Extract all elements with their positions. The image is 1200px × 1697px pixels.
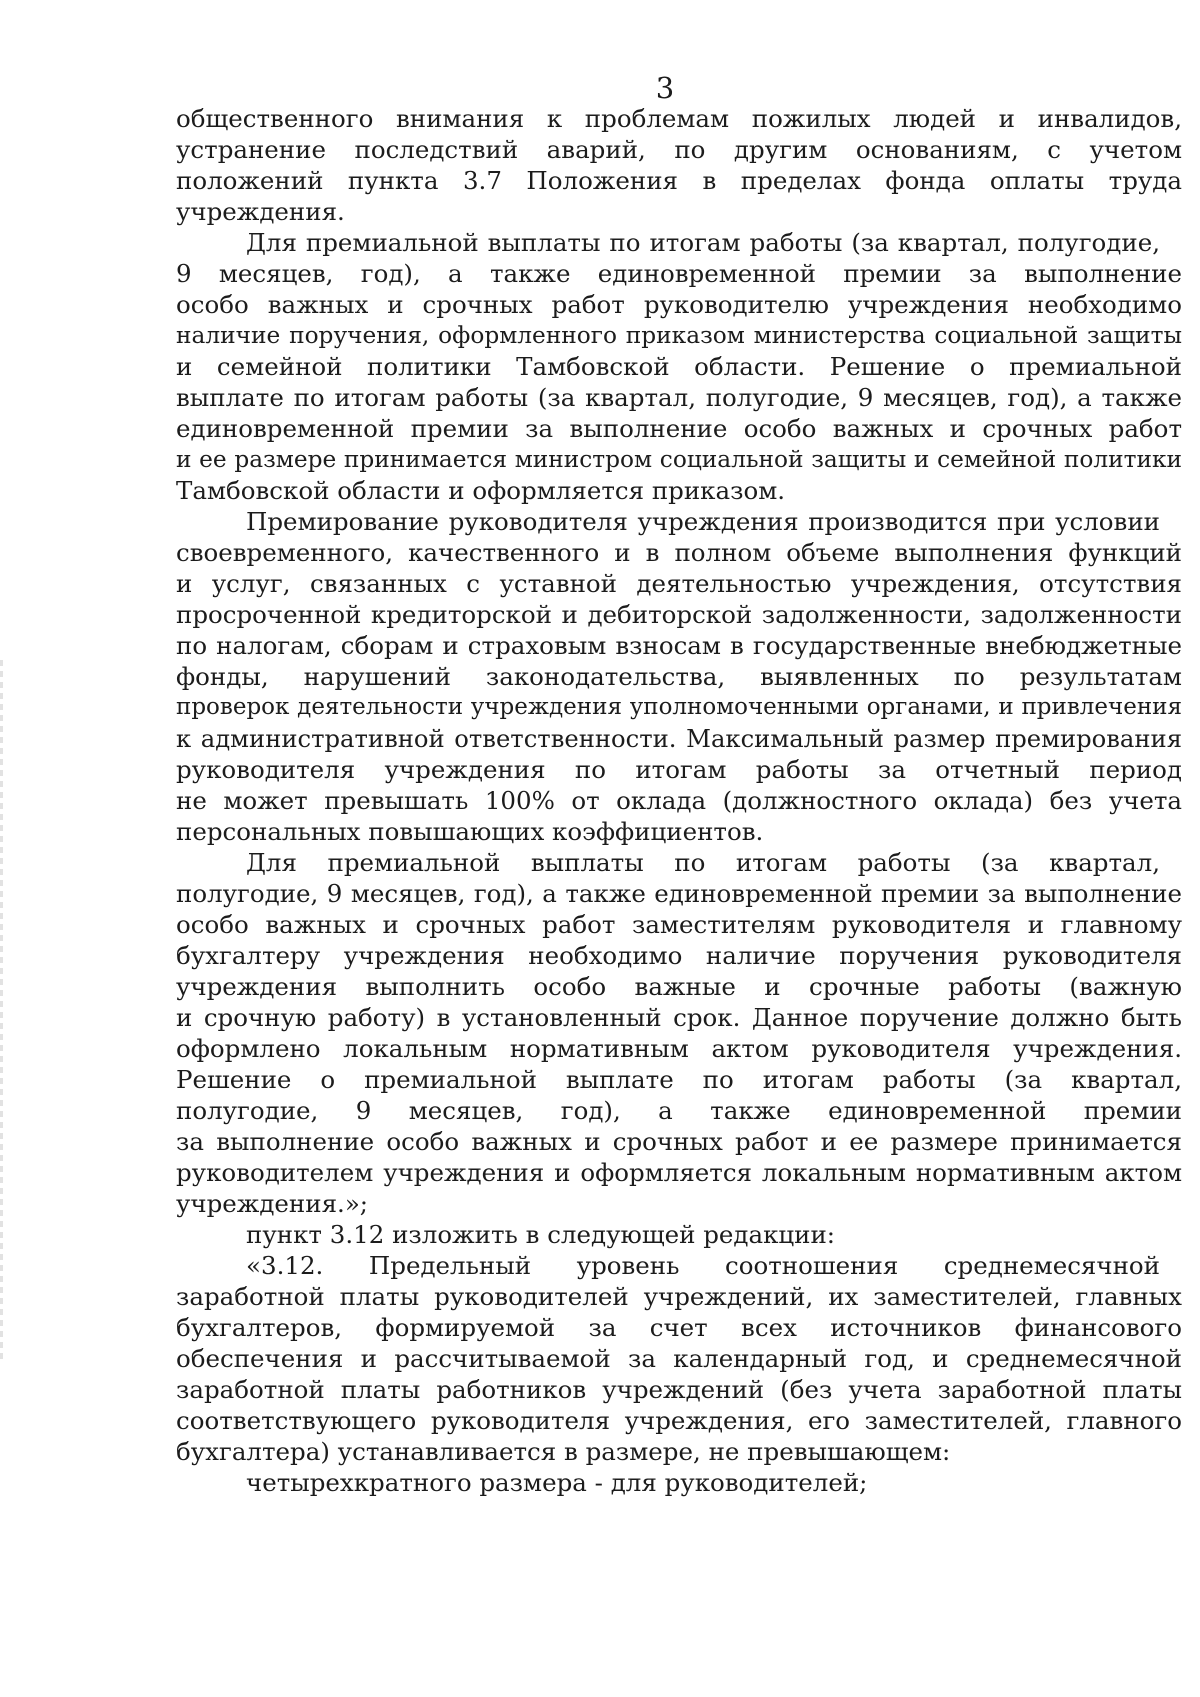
- text-line: особо важных и срочных работ руководителю учреждения необходимо: [176, 290, 1182, 319]
- text-line: обеспечения и рассчитываемой за календарный год, и среднемесячной: [176, 1344, 1182, 1373]
- text-line: руководителя учреждения по итогам работы за отчетный период: [176, 755, 1182, 784]
- text-line: Решение о премиальной выплате по итогам работы (за квартал,: [176, 1065, 1182, 1094]
- text-line: учреждения.: [176, 197, 345, 226]
- text-line: по налогам, сборам и страховым взносам в государственные внебюджетные: [176, 631, 1182, 660]
- text-line: 9 месяцев, год), а также единовременной премии за выполнение: [176, 259, 1182, 288]
- text-line: Для премиальной выплаты по итогам работы (за квартал,: [246, 848, 1160, 877]
- text-line: наличие поручения, оформленного приказом министерства социальной защиты: [176, 322, 1182, 349]
- text-line: и срочную работу) в установленный срок. Данное поручение должно быть: [176, 1003, 1182, 1032]
- text-line: общественного внимания к проблемам пожилых людей и инвалидов,: [176, 104, 1182, 133]
- text-line: положений пункта 3.7 Положения в пределах фонда оплаты труда: [176, 166, 1182, 195]
- text-line: бухгалтеру учреждения необходимо наличие поручения руководителя: [176, 941, 1182, 970]
- text-line: четырехкратного размера - для руководителей;: [246, 1468, 868, 1497]
- text-line: к административной ответственности. Максимальный размер премирования: [176, 724, 1182, 753]
- text-line: заработной платы руководителей учреждений, их заместителей, главных: [176, 1282, 1182, 1311]
- text-line: единовременной премии за выполнение особо важных и срочных работ: [176, 414, 1182, 443]
- scan-edge-artifact: [0, 660, 3, 1360]
- text-line: бухгалтеров, формируемой за счет всех источников финансового: [176, 1313, 1182, 1342]
- text-line: особо важных и срочных работ заместителям руководителя и главному: [176, 910, 1182, 939]
- text-line: заработной платы работников учреждений (без учета заработной платы: [176, 1375, 1182, 1404]
- text-line: полугодие, 9 месяцев, год), а также единовременной премии: [176, 1096, 1182, 1125]
- text-line: своевременного, качественного и в полном объеме выполнения функций: [176, 538, 1182, 567]
- text-line: руководителем учреждения и оформляется локальным нормативным актом: [176, 1158, 1182, 1187]
- page-number: 3: [655, 71, 675, 105]
- text-line: учреждения выполнить особо важные и срочные работы (важную: [176, 972, 1182, 1001]
- text-line: оформлено локальным нормативным актом руководителя учреждения.: [176, 1034, 1182, 1063]
- text-line: Премирование руководителя учреждения производится при условии: [246, 507, 1160, 536]
- text-line: персональных повышающих коэффициентов.: [176, 817, 764, 846]
- text-line: просроченной кредиторской и дебиторской задолженности, задолженности: [176, 600, 1182, 629]
- text-line: учреждения.»;: [176, 1189, 369, 1218]
- text-line: не может превышать 100% от оклада (должностного оклада) без учета: [176, 786, 1182, 815]
- text-line: Тамбовской области и оформляется приказом.: [176, 476, 786, 505]
- text-line: «3.12. Предельный уровень соотношения среднемесячной: [246, 1251, 1160, 1280]
- text-line: Для премиальной выплаты по итогам работы (за квартал, полугодие,: [246, 228, 1160, 257]
- text-line: и ее размере принимается министром социальной защиты и семейной политики: [176, 446, 1182, 473]
- text-line: проверок деятельности учреждения уполномоченными органами, и привлечения: [176, 694, 1182, 720]
- text-line: пункт 3.12 изложить в следующей редакции:: [246, 1220, 836, 1249]
- text-line: устранение последствий аварий, по другим основаниям, с учетом: [176, 135, 1182, 164]
- text-line: выплате по итогам работы (за квартал, полугодие, 9 месяцев, год), а также: [176, 383, 1182, 412]
- text-line: бухгалтера) устанавливается в размере, не превышающем:: [176, 1437, 951, 1466]
- text-line: и услуг, связанных с уставной деятельностью учреждения, отсутствия: [176, 569, 1182, 598]
- text-line: фонды, нарушений законодательства, выявленных по результатам: [176, 662, 1182, 691]
- text-line: за выполнение особо важных и срочных работ и ее размере принимается: [176, 1127, 1182, 1156]
- text-line: полугодие, 9 месяцев, год), а также единовременной премии за выполнение: [176, 879, 1182, 908]
- text-line: и семейной политики Тамбовской области. Решение о премиальной: [176, 352, 1182, 381]
- text-line: соответствующего руководителя учреждения, его заместителей, главного: [176, 1406, 1182, 1435]
